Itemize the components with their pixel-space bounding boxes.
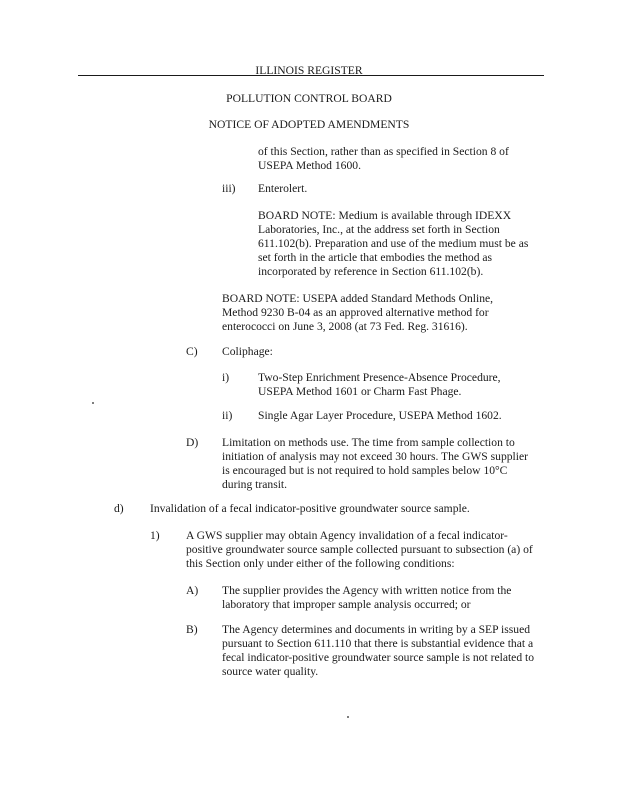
item-C-ii-text: Single Agar Layer Procedure, USEPA Method 1602. — [258, 409, 502, 422]
item-C-ii-label: ii) — [222, 409, 233, 422]
item-A-text: The supplier provides the Agency with written notice from the laboratory that improper sample analysis occurred; or — [222, 584, 512, 611]
item-C-i-text: Two-Step Enrichment Presence-Absence Procedure, USEPA Method 1601 or Charm Fast Phage. — [258, 371, 501, 398]
item-C-i-label: i) — [222, 371, 230, 384]
scan-speck — [347, 716, 349, 718]
item-B-text: The Agency determines and documents in writing by a SEP issued pursuant to Section 611.110 that there is substantial evidence that a fecal indicator-positive groundwater source sample is not related to source water quality. — [222, 623, 535, 678]
notice-title: NOTICE OF ADOPTED AMENDMENTS — [208, 118, 410, 131]
item-iii-text: Enterolert. — [258, 182, 308, 195]
item-D-label: D) — [186, 436, 199, 449]
item-A-label: A) — [186, 584, 199, 597]
item-d-text: Invalidation of a fecal indicator-positive groundwater source sample. — [150, 502, 470, 515]
item-D-text: Limitation on methods use. The time from sample collection to initiation of analysis may not exceed 30 hours. The GWS supplier is encouraged but is not required to hold samples below 10°C during transit. — [222, 436, 528, 491]
continuation-text: of this Section, rather than as specified in Section 8 of USEPA Method 1600. — [258, 145, 509, 172]
item-1-text: A GWS supplier may obtain Agency invalidation of a fecal indicator- positive groundwater source sample collected pursuant to subsection (a) of this Section only under either of the following conditions: — [186, 529, 533, 570]
item-1-label: 1) — [150, 529, 160, 542]
board-note-usepa: BOARD NOTE: USEPA added Standard Methods Online, Method 9230 B-04 as an approved alternative method for enterococci on June 3, 2008 (at 73 Fed. Reg. 31616). — [222, 292, 494, 333]
scan-speck — [92, 402, 94, 404]
item-d-label: d) — [114, 502, 124, 515]
item-iii-label: iii) — [222, 182, 236, 195]
board-title: POLLUTION CONTROL BOARD — [226, 92, 392, 105]
header-rule — [78, 75, 544, 76]
item-C-text: Coliphage: — [222, 345, 273, 358]
board-note-iii: BOARD NOTE: Medium is available through IDEXX Laboratories, Inc., at the address set forth in Section 611.102(b). Preparation and use of the medium must be as set forth in the article that embodies the method as incorporated by reference in Section 611.102(b). — [258, 209, 529, 278]
item-C-label: C) — [186, 345, 198, 358]
item-B-label: B) — [186, 623, 198, 636]
register-title: ILLINOIS REGISTER — [255, 64, 363, 77]
